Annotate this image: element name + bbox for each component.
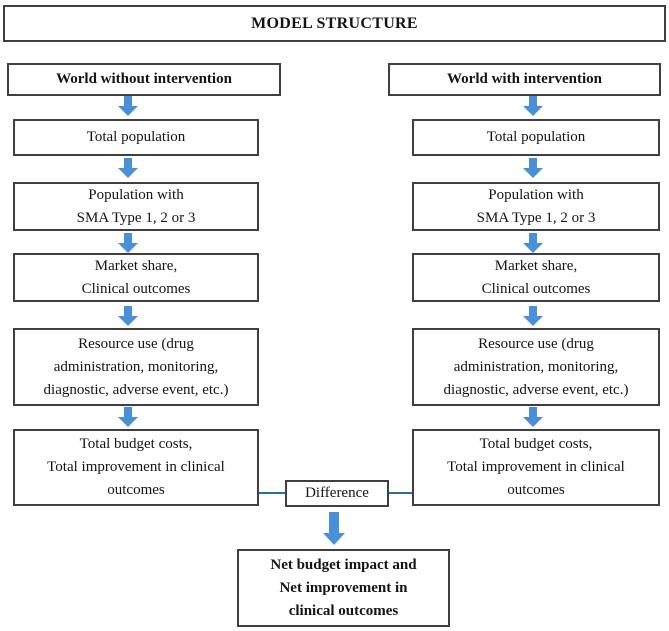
flow-box-resource-use-left — [13, 328, 259, 406]
right-column-header — [388, 63, 661, 96]
flow-box-market-share-right — [412, 253, 660, 302]
flow-box-label: Total population — [86, 129, 186, 145]
left-column-header — [7, 63, 281, 96]
connector-line-right — [389, 492, 412, 494]
flow-box-label: Market share, Clinical outcomes — [481, 257, 591, 297]
flow-box-population-sma-right — [412, 182, 660, 231]
flow-box-market-share-left — [13, 253, 259, 302]
down-arrow-icon — [118, 158, 138, 178]
down-arrow-icon — [118, 407, 138, 427]
connector-line-left — [259, 492, 285, 494]
down-arrow-icon — [324, 512, 344, 545]
difference-box — [285, 480, 389, 507]
difference-label: Difference — [305, 485, 369, 501]
flow-box-label: Total budget costs, Total improvement in clinical outcomes — [47, 436, 225, 498]
net-result-box — [237, 549, 450, 627]
title-text: MODEL STRUCTURE — [251, 15, 418, 32]
net-result-label: Net budget impact and Net improvement in clinical outcomes — [270, 556, 417, 619]
flow-box-total-population-right — [412, 119, 660, 156]
title-box — [3, 5, 666, 42]
flow-box-label: Market share, Clinical outcomes — [81, 257, 191, 297]
down-arrow-icon — [523, 233, 543, 253]
down-arrow-icon — [523, 407, 543, 427]
down-arrow-icon — [118, 306, 138, 326]
flow-box-label: Population with SMA Type 1, 2 or 3 — [76, 186, 196, 226]
down-arrow-icon — [523, 96, 543, 116]
flow-box-label: Population with SMA Type 1, 2 or 3 — [476, 186, 596, 226]
down-arrow-icon — [118, 96, 138, 116]
left-column-header-label: World without intervention — [56, 71, 232, 87]
flow-box-label: Total population — [486, 129, 586, 145]
down-arrow-icon — [118, 233, 138, 253]
down-arrow-icon — [523, 306, 543, 326]
flow-box-label: Resource use (drug administration, monitoring, diagnostic, adverse event, etc.) — [443, 335, 629, 398]
flow-box-total-population-left — [13, 119, 259, 156]
down-arrow-icon — [523, 158, 543, 178]
flow-box-label: Resource use (drug administration, monitoring, diagnostic, adverse event, etc.) — [43, 335, 229, 398]
flow-box-resource-use-right — [412, 328, 660, 406]
right-column-header-label: World with intervention — [446, 71, 602, 87]
flow-box-total-budget-right — [412, 429, 660, 506]
flow-box-label: Total budget costs, Total improvement in clinical outcomes — [447, 436, 625, 498]
flow-box-total-budget-left — [13, 429, 259, 506]
flow-box-population-sma-left — [13, 182, 259, 231]
